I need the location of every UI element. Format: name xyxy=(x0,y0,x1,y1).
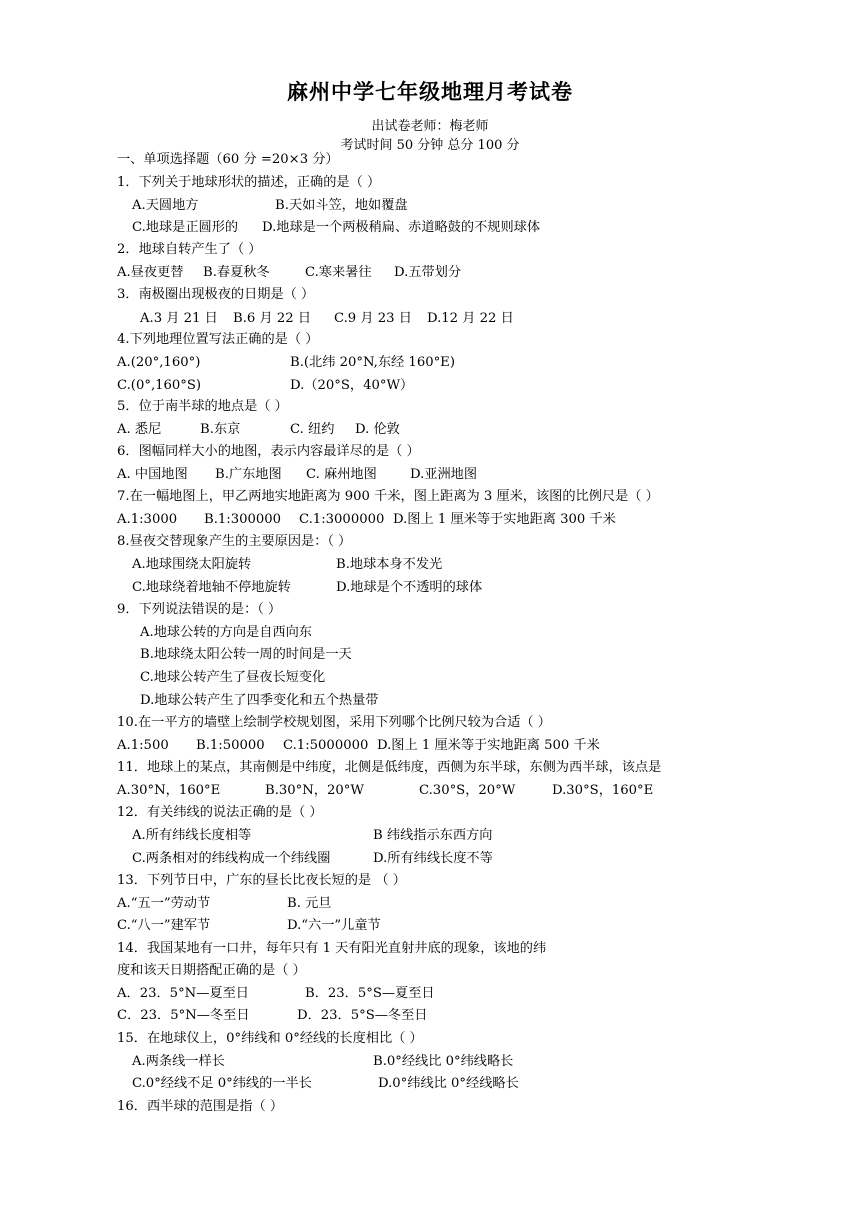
option: D.图上 1 厘米等于实地距离 300 千米 xyxy=(393,512,616,527)
option: B.(北纬 20°N,东经 160°E) xyxy=(290,355,455,370)
option: C. 纽约 xyxy=(290,422,335,437)
option: C.30°S，20°W xyxy=(419,783,516,798)
option: B.地球本身不发光 xyxy=(336,557,443,572)
question-9: 9．下列说法错误的是：（ ） xyxy=(117,602,282,617)
option: A.地球公转的方向是自西向东 xyxy=(140,625,312,640)
option: C.“八一”建军节 xyxy=(117,918,211,933)
question-4: 4.下列地理位置写法正确的是（ ） xyxy=(117,332,319,347)
option: A. 悉尼 xyxy=(117,422,162,437)
option: A.1:500 xyxy=(117,738,169,753)
option: A.所有纬线长度相等 xyxy=(132,828,252,843)
option: B.东京 xyxy=(200,422,241,437)
option: D.所有纬线长度不等 xyxy=(373,851,493,866)
question-1: 1．下列关于地球形状的描述，正确的是（ ） xyxy=(117,175,381,190)
exam-info-line: 考试时间 50 分钟 总分 100 分 xyxy=(340,138,520,153)
question-14: 14．我国某地有一口井，每年只有 1 天有阳光直射井底的现象，该地的纬 xyxy=(117,941,547,956)
option: A.(20°,160°) xyxy=(117,355,201,370)
option: B.春夏秋冬 xyxy=(203,265,270,280)
question-12: 12．有关纬线的说法正确的是（ ） xyxy=(117,805,323,820)
option: C．23．5°N—冬至日 xyxy=(117,1008,250,1023)
option: C.(0°,160°S) xyxy=(117,378,202,393)
option: C.0°经线不足 0°纬线的一半长 xyxy=(132,1076,312,1091)
option: D.12 月 22 日 xyxy=(427,311,514,326)
option: C.地球是正圆形的 xyxy=(132,220,239,235)
question-5: 5．位于南半球的地点是（ ） xyxy=(117,399,288,414)
option: A.“五一”劳动节 xyxy=(117,896,211,911)
option: D.30°S，160°E xyxy=(552,783,654,798)
option: C.寒来暑往 xyxy=(305,265,372,280)
option: B.30°N，20°W xyxy=(265,783,364,798)
option: B 纬线指示东西方向 xyxy=(373,828,493,843)
option: A.30°N，160°E xyxy=(117,783,221,798)
option: D.（20°S，40°W） xyxy=(290,378,414,393)
option: B. 元旦 xyxy=(287,896,332,911)
teacher-line: 出试卷老师：梅老师 xyxy=(371,119,489,134)
option: D.“六一”儿童节 xyxy=(287,918,381,933)
question-3: 3．南极圈出现极夜的日期是（ ） xyxy=(117,287,315,302)
question-10: 10.在一平方的墙壁上绘制学校规划图，采用下列哪个比例尺较为合适（ ） xyxy=(117,715,551,730)
option: B.6 月 22 日 xyxy=(233,311,312,326)
exam-title: 麻州中学七年级地理月考试卷 xyxy=(287,79,573,104)
option: C.1:5000000 xyxy=(283,738,369,753)
option: A.两条线一样长 xyxy=(132,1054,225,1069)
option: C.1:3000000 xyxy=(299,512,385,527)
option: C.地球公转产生了昼夜长短变化 xyxy=(140,670,326,685)
option: D.五带划分 xyxy=(394,265,462,280)
question-14-cont: 度和该天日期搭配正确的是（ ） xyxy=(117,963,306,978)
question-8: 8.昼夜交替现象产生的主要原因是：（ ） xyxy=(117,534,352,549)
option: B．23．5°S—夏至日 xyxy=(305,986,435,1001)
option: D.地球是一个两极稍扁、赤道略鼓的不规则球体 xyxy=(262,220,541,235)
option: D．23．5°S—冬至日 xyxy=(297,1008,428,1023)
option: A.3 月 21 日 xyxy=(140,311,218,326)
option: C.9 月 23 日 xyxy=(334,311,412,326)
option: C.两条相对的纬线构成一个纬线圈 xyxy=(132,851,331,866)
option: D. 伦敦 xyxy=(355,422,400,437)
option: D.地球公转产生了四季变化和五个热量带 xyxy=(140,693,379,708)
section-heading: 一、单项选择题（60 分 =20×3 分） xyxy=(117,152,339,167)
question-11: 11．地球上的某点，其南侧是中纬度，北侧是低纬度，西侧为东半球，东侧为西半球，该点是 xyxy=(117,760,662,775)
option: B.0°经线比 0°纬线略长 xyxy=(373,1054,514,1069)
question-6: 6．图幅同样大小的地图，表示内容最详尽的是（ ） xyxy=(117,444,420,459)
option: B.地球绕太阳公转一周的时间是一天 xyxy=(140,647,352,662)
question-7: 7.在一幅地图上，甲乙两地实地距离为 900 千米，图上距离为 3 厘米，该图的比例尺是（ ） xyxy=(117,489,659,504)
question-15: 15．在地球仪上，0°纬线和 0°经线的长度相比（ ） xyxy=(117,1031,423,1046)
option: D.亚洲地图 xyxy=(410,467,478,482)
option: A.天圆地方 xyxy=(132,198,199,213)
option: C. 麻州地图 xyxy=(306,467,377,482)
option: A.地球围绕太阳旋转 xyxy=(132,557,252,572)
question-16: 16．西半球的范围是指（ ） xyxy=(117,1099,284,1114)
option: A. 中国地图 xyxy=(117,467,188,482)
option: A．23．5°N—夏至日 xyxy=(117,986,249,1001)
option: D.图上 1 厘米等于实地距离 500 千米 xyxy=(377,738,600,753)
option: A.昼夜更替 xyxy=(117,265,184,280)
option: D.0°纬线比 0°经线略长 xyxy=(378,1076,519,1091)
option: B.1:300000 xyxy=(204,512,282,527)
option: C.地球绕着地轴不停地旋转 xyxy=(132,580,291,595)
option: B.广东地图 xyxy=(215,467,282,482)
option: D.地球是个不透明的球体 xyxy=(336,580,483,595)
option: A.1:3000 xyxy=(117,512,178,527)
option: B.天如斗笠，地如覆盘 xyxy=(275,198,408,213)
option: B.1:50000 xyxy=(196,738,265,753)
question-2: 2．地球自转产生了（ ） xyxy=(117,242,262,257)
question-13: 13．下列节日中，广东的昼长比夜长短的是 （ ） xyxy=(117,873,406,888)
